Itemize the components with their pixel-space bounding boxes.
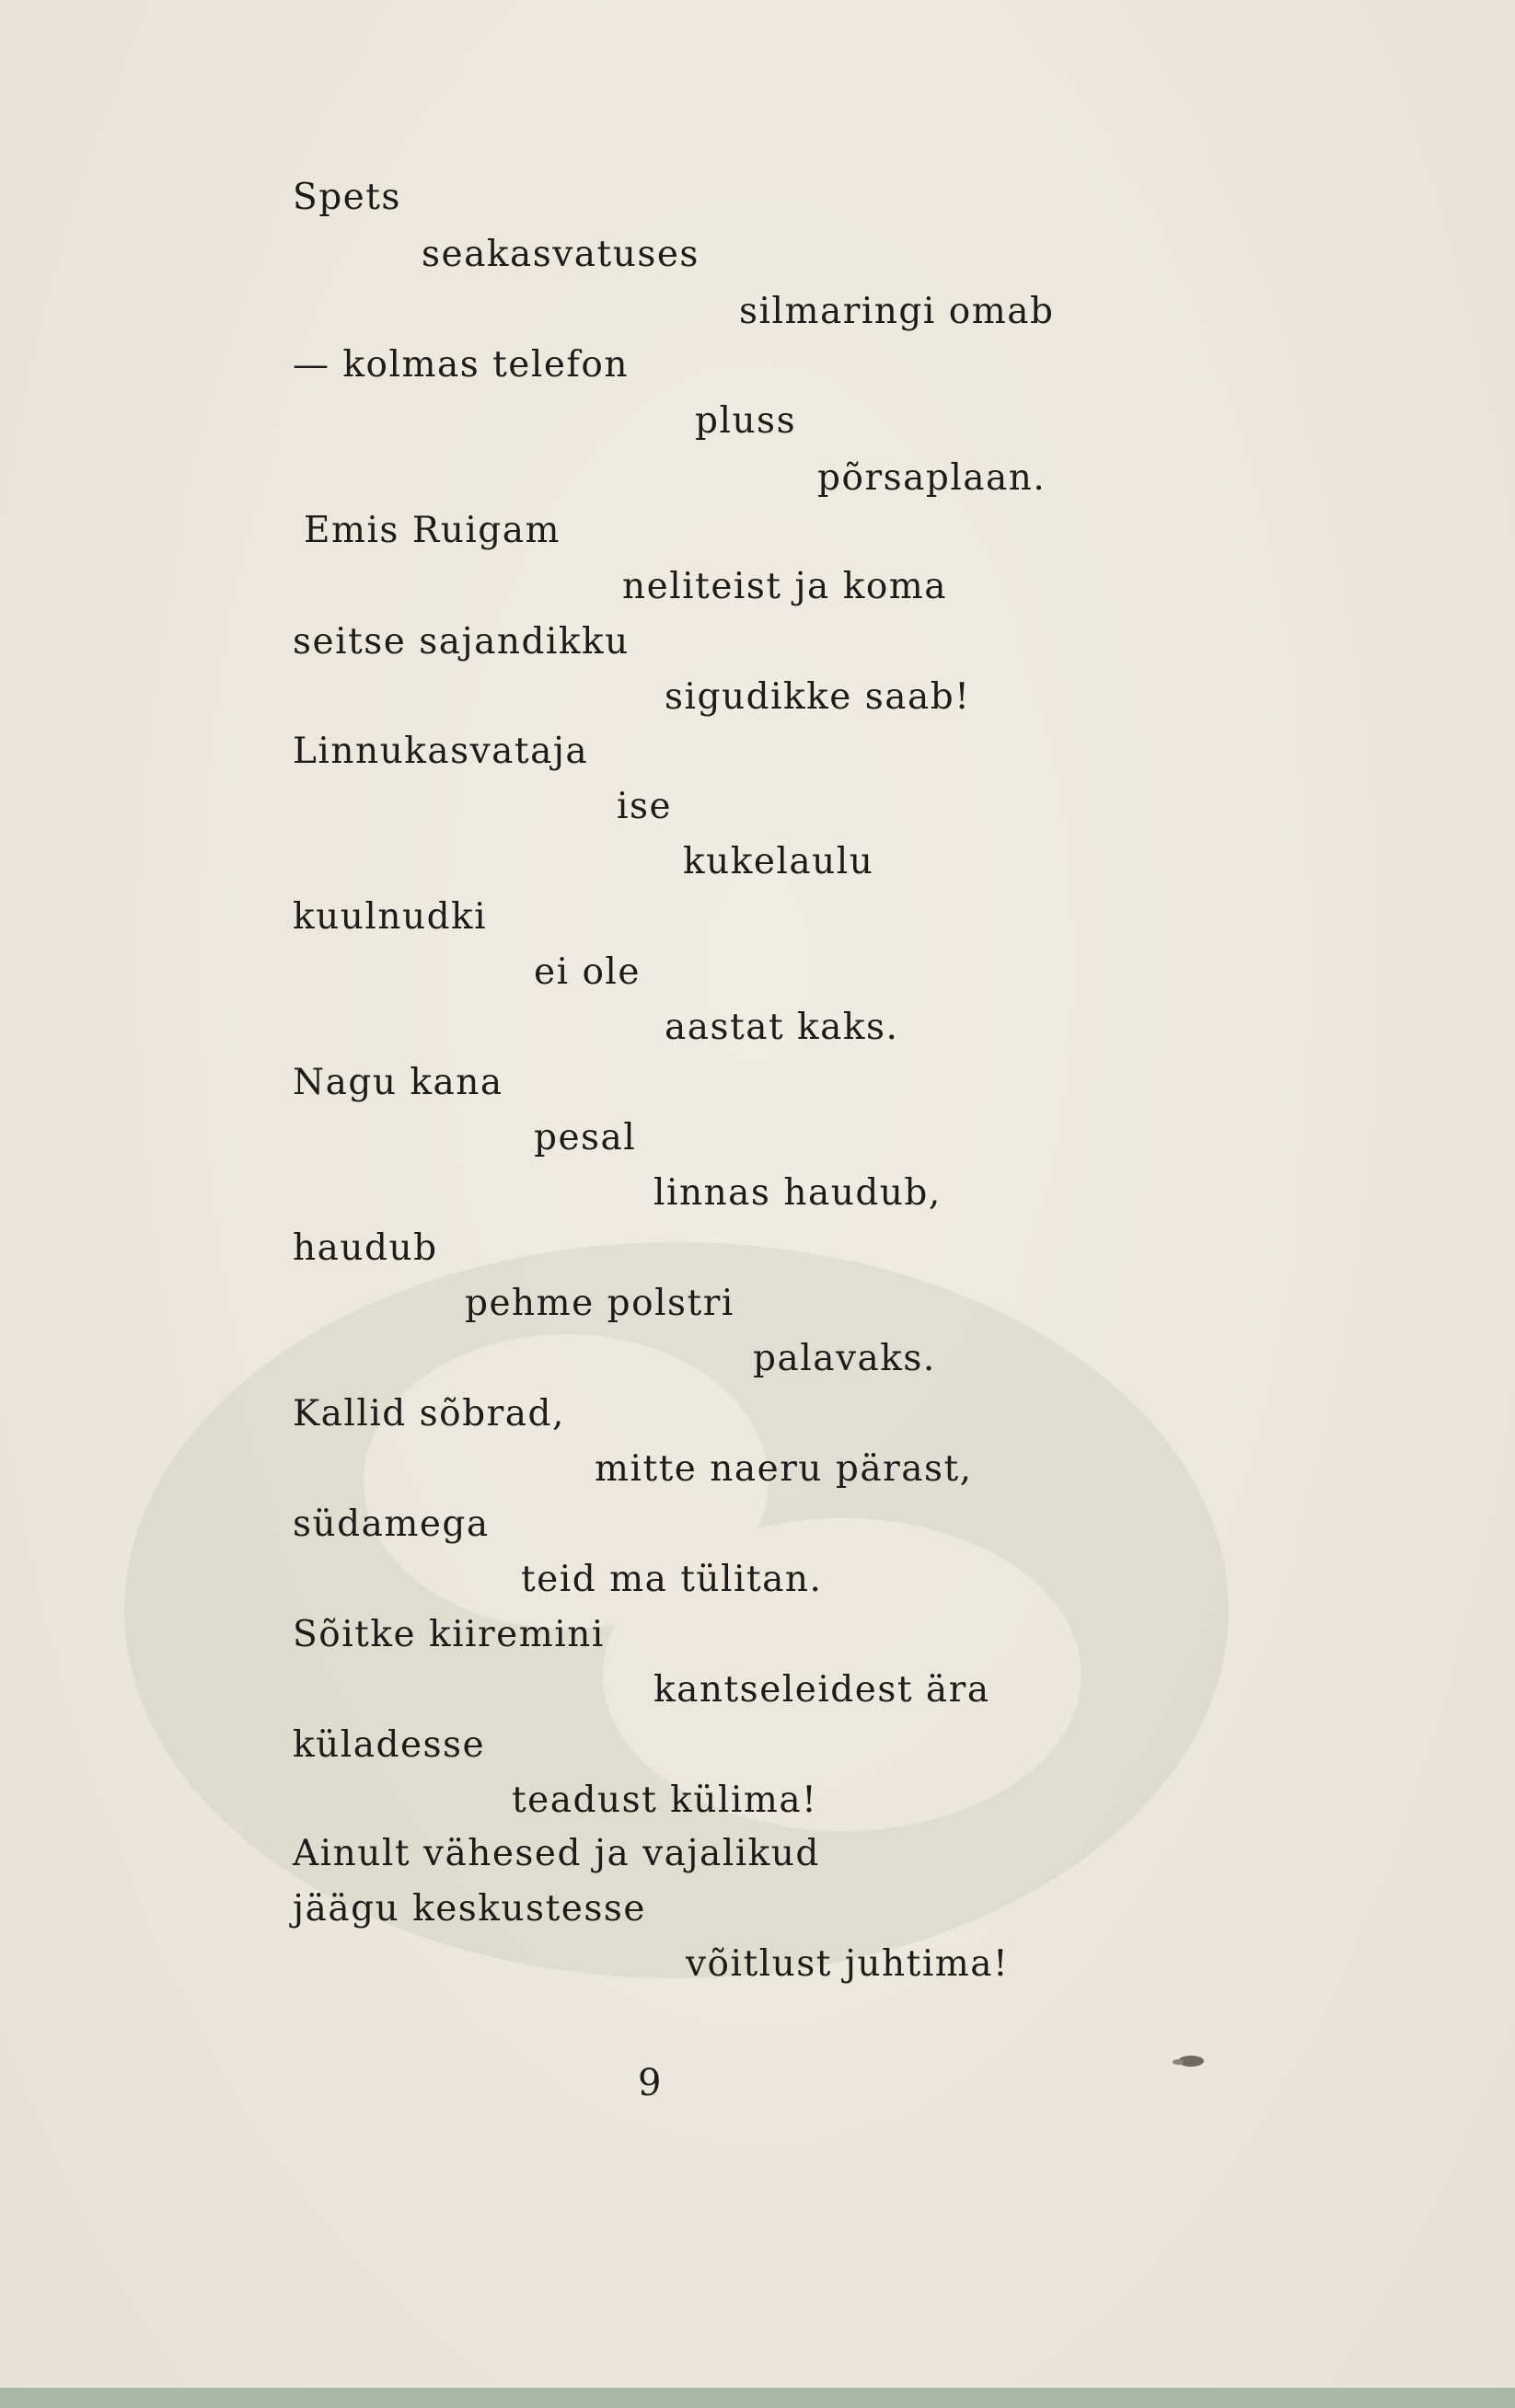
poem-line: Spets xyxy=(293,177,401,218)
poem-line: teid ma tülitan. xyxy=(521,1559,823,1600)
poem-line: palavaks. xyxy=(753,1338,936,1379)
poem-line: Nagu kana xyxy=(293,1062,503,1103)
poem-line: seakasvatuses xyxy=(422,234,700,275)
poem-line: südamega xyxy=(293,1504,490,1545)
poem-line: võitlust juhtima! xyxy=(686,1943,1010,1985)
poem-line: Kallid sõbrad, xyxy=(293,1393,565,1434)
poem-line: ise xyxy=(617,786,673,827)
poem-line: linnas haudub, xyxy=(653,1172,942,1214)
page-number: 9 xyxy=(638,2062,662,2104)
poem-line: Sõitke kiiremini xyxy=(293,1614,605,1655)
poem-line: pesal xyxy=(534,1117,637,1158)
poem-line: aastat kaks. xyxy=(665,1007,899,1048)
poem-line: kantseleidest ära xyxy=(653,1669,990,1711)
poem-line: Linnukasvataja xyxy=(293,731,589,772)
poem-line: pluss xyxy=(695,400,797,442)
poem-line: põrsaplaan. xyxy=(817,457,1047,499)
poem-line: Ainult vähesed ja vajalikud xyxy=(293,1833,820,1874)
poem-line: pehme polstri xyxy=(465,1283,734,1324)
poem-line: — kolmas telefon xyxy=(293,344,629,386)
poem-line: seitse sajandikku xyxy=(293,621,630,662)
poem-line: mitte naeru pärast, xyxy=(595,1448,973,1490)
poem-line: kukelaulu xyxy=(683,841,874,882)
poem-line: Emis Ruigam xyxy=(304,510,561,551)
poem-line: haudub xyxy=(293,1227,438,1269)
poem-line: neliteist ja koma xyxy=(622,566,948,607)
ink-smudge-icon xyxy=(1169,2052,1209,2070)
poem-line: sigudikke saab! xyxy=(665,676,971,718)
poem-line: ei ole xyxy=(534,951,641,993)
poem-line: kuulnudki xyxy=(293,896,488,938)
page-edge-band xyxy=(0,2388,1515,2408)
poem-line: jäägu keskustesse xyxy=(293,1888,646,1930)
poem-line: silmaringi omab xyxy=(739,291,1055,332)
poem-line: teadust külima! xyxy=(512,1780,818,1821)
poem-line: küladesse xyxy=(293,1724,486,1766)
